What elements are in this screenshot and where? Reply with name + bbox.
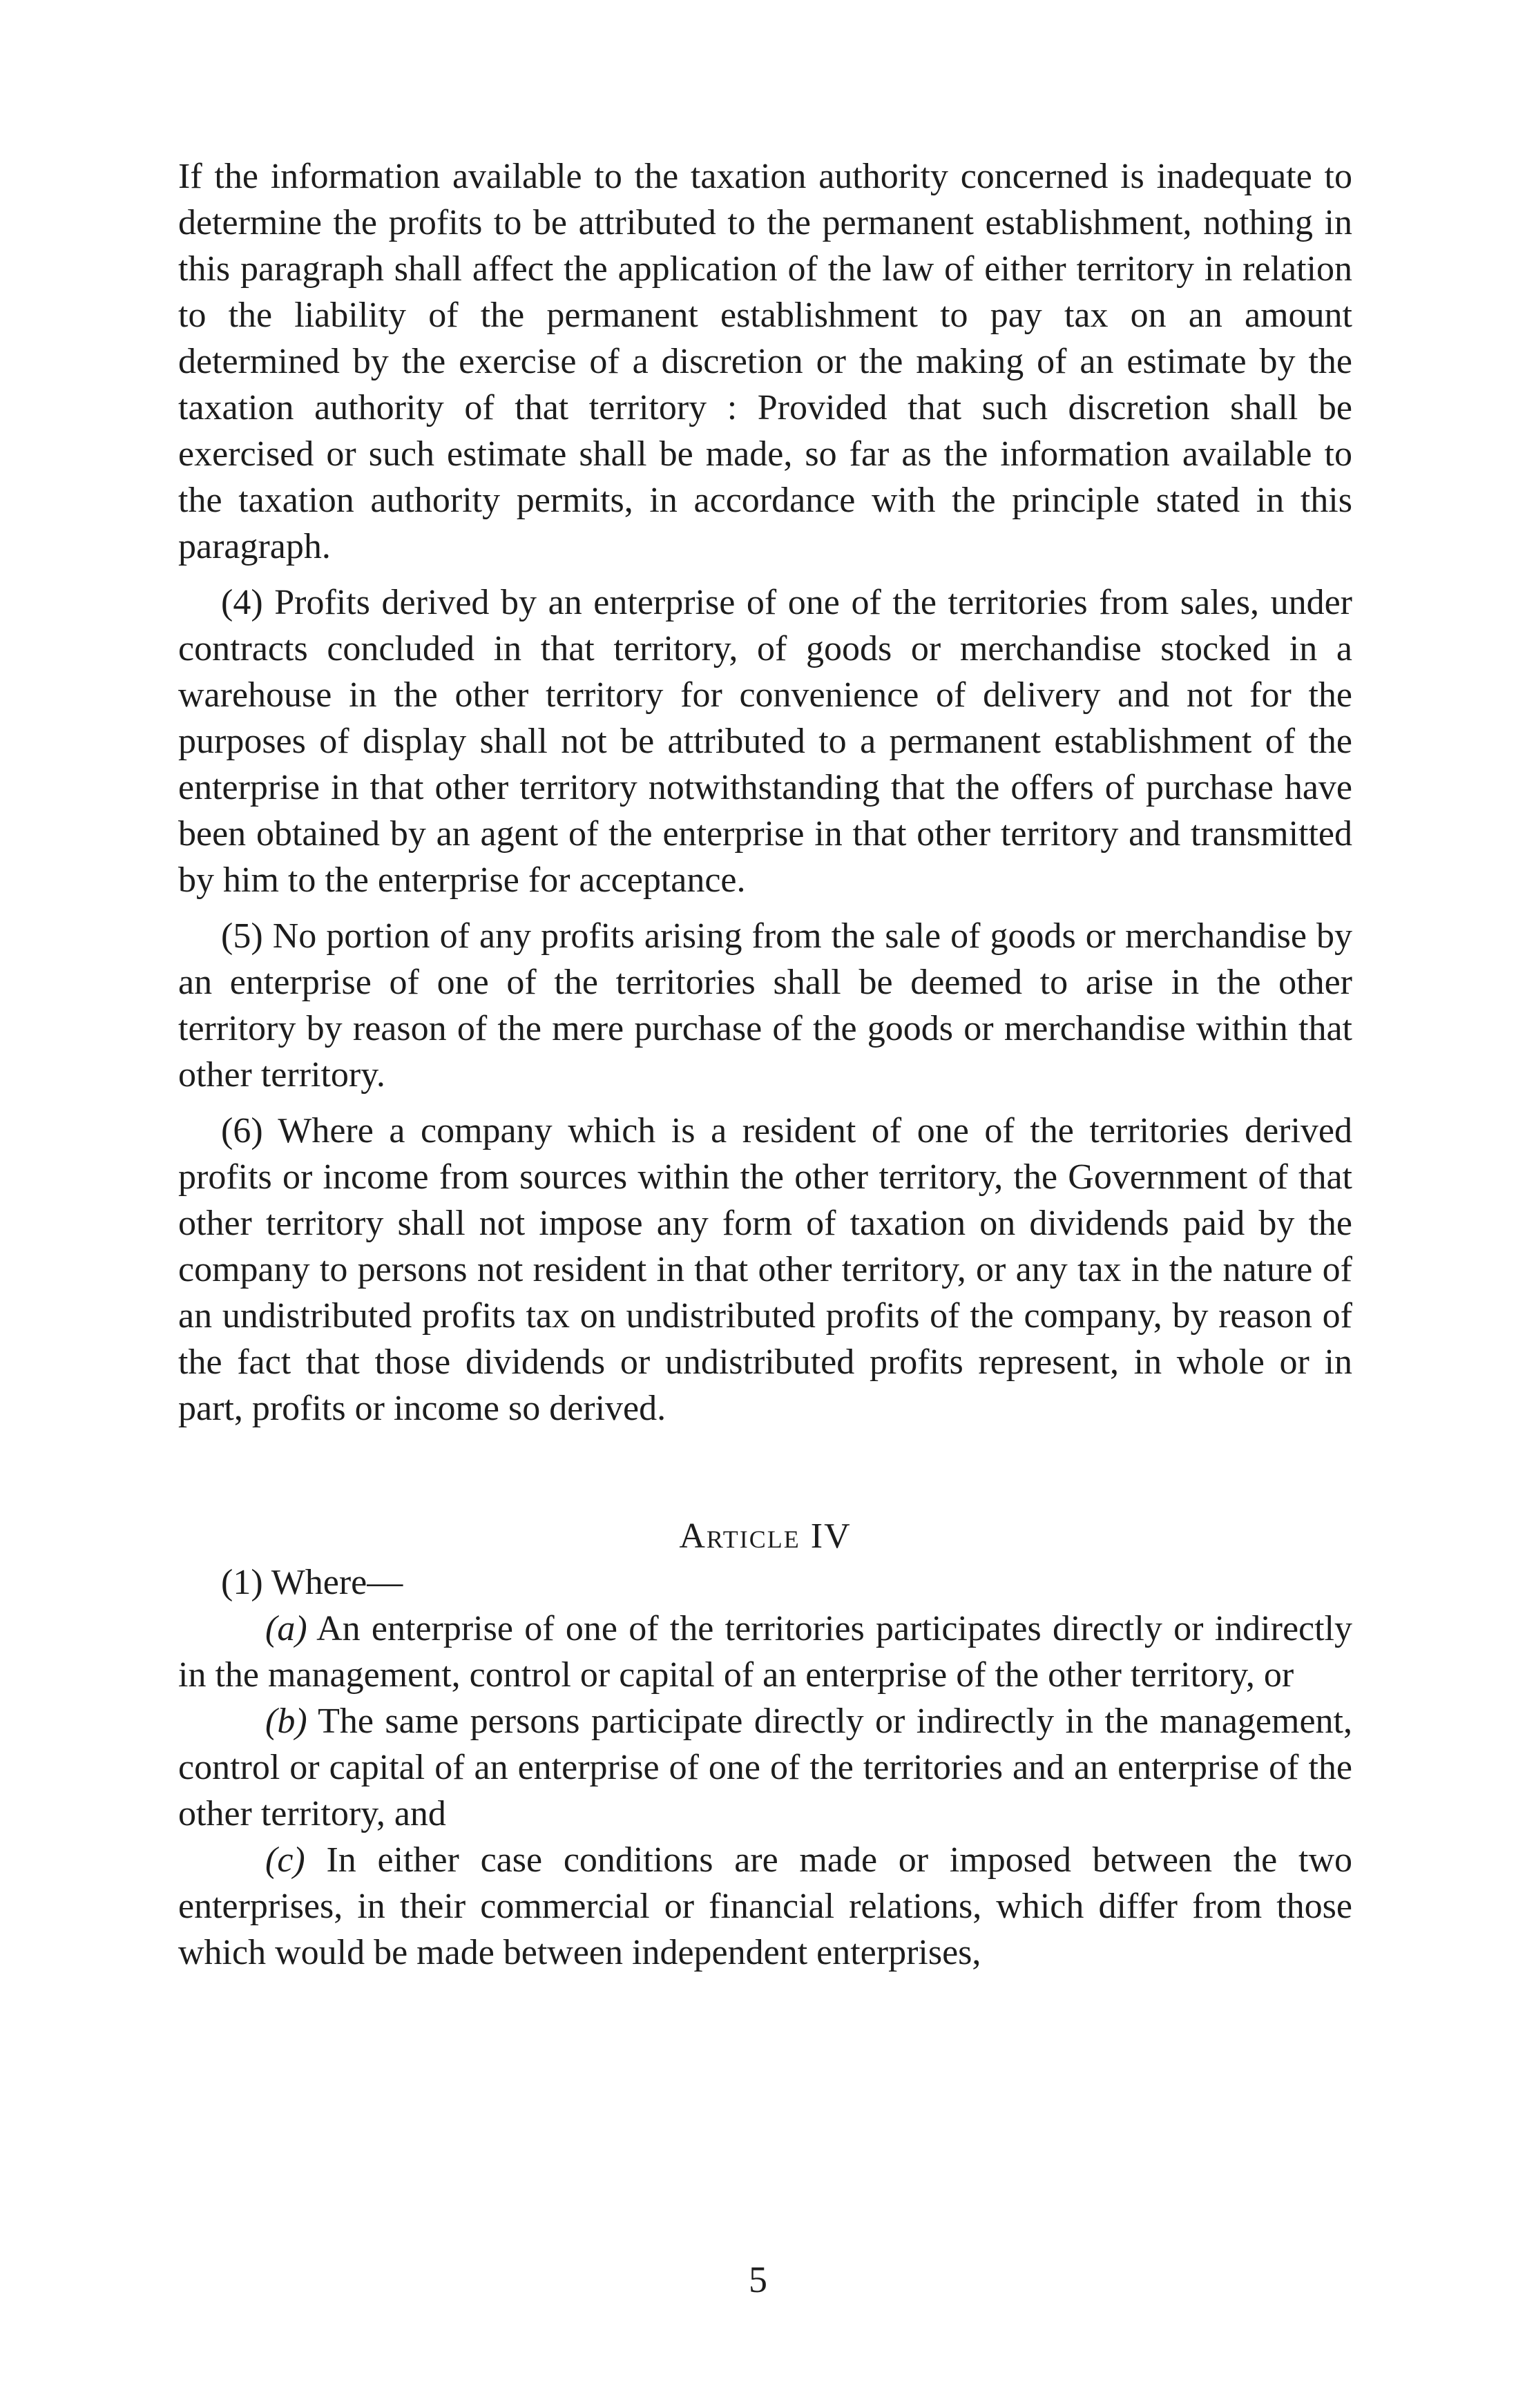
item-label: (a) [265,1609,307,1648]
paragraph-4: (4) Profits derived by an enterprise of one of the territories from sales, under contracts concluded in that territory, of goods or merchandise stocked in a warehouse in the other territory for convenience of delivery and not for the purposes of display shall not be attributed to a permanent establishment of the enterprise in that other territory notwithstanding that the offers of purchase have been obtained by an agent of the enterprise in that other territory and transmitted by him to the enterprise for acceptance. [178,583,1352,900]
page-number: 5 [749,2259,767,2300]
article-item-b [178,1698,1352,1837]
article-item-c [178,1837,1352,1976]
item-text: The same persons participate directly or indirectly in the management, control or capital of an enterprise of one of the territories and an enterprise of the other territory, and [178,1702,1352,1833]
item-text: An enterprise of one of the territories participates directly or indirectly in the management, control or capital of an enterprise of the other territory, or [178,1609,1352,1695]
intro-paragraph: If the information available to the taxation authority concerned is inadequate to determine the profits to be attributed to the permanent establishment, nothing in this paragraph shall affect the application of the law of either territory in relation to the liability of the permanent establishment to pay tax on an amount determined by the exercise of a discretion or the making of an estimate by the taxation authority of that territory : Provided that such discretion shall be exercised or such estimate shall be made, so far as the information available to the taxation authority permits, in accordance with the principle stated in this paragraph. [178,157,1352,566]
paragraph-6: (6) Where a company which is a resident of one of the territories derived profits or income from sources within the other territory, the Government of that other territory shall not impose any form of taxation on dividends paid by the company to persons not resident in that other territory, or any tax in the nature of an undistributed profits tax on undistributed profits of the company, by reason of the fact that those dividends or undistributed profits represent, in whole or in part, profits or income so derived. [178,1111,1352,1428]
item-label: (b) [265,1702,307,1741]
article-heading: Article IV [679,1516,852,1556]
article-where-clause: (1) Where— [221,1563,403,1602]
document-page [178,153,1352,1976]
article-item-a [178,1606,1352,1698]
paragraph-5: (5) No portion of any profits arising from the sale of goods or merchandise by an enterprise of one of the territories shall be deemed to arise in the other territory by reason of the mere purchase of the goods or merchandise within that other territory. [178,916,1352,1095]
item-label: (c) [265,1840,305,1880]
item-text: In either case conditions are made or imposed between the two enterprises, in their commercial or financial relations, which differ from those which would be made between independent enterprises, [178,1840,1352,1972]
